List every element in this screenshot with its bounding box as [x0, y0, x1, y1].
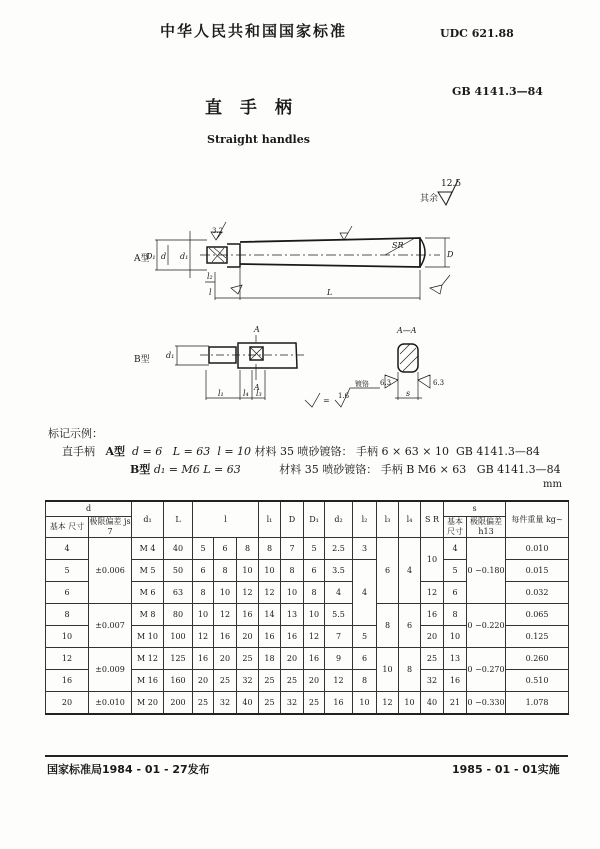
table-cell: 14: [259, 604, 281, 626]
example-designation: 手柄 6 × 63 × 10: [356, 445, 449, 458]
example-material: 材料 35 喷砂镀铬：: [254, 445, 353, 458]
example-L: L = 63: [172, 445, 211, 458]
table-cell: 32: [237, 670, 259, 692]
table-cell: 8: [214, 560, 237, 582]
table-cell: 20: [214, 648, 237, 670]
table-row: [46, 692, 569, 715]
dim-D1: D₁: [146, 252, 156, 261]
table-cell: 10: [377, 648, 399, 692]
table-cell: 25: [237, 648, 259, 670]
technical-drawing: [0, 0, 600, 420]
table-cell: 16: [304, 648, 325, 670]
table-cell: 32: [214, 692, 237, 715]
table-cell: 10: [259, 560, 281, 582]
dim-D: D: [447, 250, 454, 259]
table-cell: ±0.007: [89, 604, 132, 648]
table-cell: 8: [237, 538, 259, 560]
table-cell: d: [46, 501, 132, 517]
table-cell: 10: [444, 626, 467, 648]
roughness-1-6: 1.6: [338, 392, 350, 400]
example-row-b: [130, 461, 561, 479]
table-cell: 10: [281, 582, 304, 604]
table-cell: 13: [444, 648, 467, 670]
table-cell: 0.260: [506, 648, 569, 670]
table-cell: 25: [304, 692, 325, 715]
title-english: Straight handles: [207, 133, 310, 146]
type-b-label: B型: [134, 355, 150, 365]
dim-l: l: [209, 288, 212, 297]
table-cell: M 5: [132, 560, 164, 582]
roughness-6-3-right: 6.3: [433, 379, 445, 387]
table-cell: M 8: [132, 604, 164, 626]
rest-roughness-value: 12.5: [441, 179, 462, 189]
table-cell: M 4: [132, 538, 164, 560]
footer-divider: [45, 755, 568, 757]
table-cell: l₁: [259, 501, 281, 538]
roughness-6-3-left: 6.3: [380, 379, 392, 387]
table-cell: 13: [281, 604, 304, 626]
table-cell: 0.125: [506, 626, 569, 648]
table-cell: 16: [281, 626, 304, 648]
table-cell: 9: [325, 648, 353, 670]
section-mark-top: A: [254, 325, 260, 334]
table-cell: 25: [281, 670, 304, 692]
example-standard: GB 4141.3—84: [455, 445, 540, 458]
table-cell: 20: [193, 670, 214, 692]
table-cell: 5: [193, 538, 214, 560]
table-cell: 16: [214, 626, 237, 648]
table-cell: 20: [237, 626, 259, 648]
table-cell: 50: [164, 560, 193, 582]
dim-SR: SR: [392, 241, 404, 250]
gb-number: GB 4141.3—84: [452, 85, 543, 98]
example-type: A型: [105, 445, 126, 458]
roughness-3-2: 3.2: [212, 227, 224, 235]
type-a-label: A型: [134, 254, 150, 264]
table-cell: 4: [353, 560, 377, 626]
table-cell: 10: [421, 538, 444, 582]
table-cell: 18: [259, 648, 281, 670]
table-cell: 0 −0.330: [467, 692, 506, 715]
example-material: 材料 35 喷砂镀铬：: [279, 463, 378, 476]
example-l: l = 10: [217, 445, 252, 458]
table-cell: 4: [399, 538, 421, 604]
table-cell: M 16: [132, 670, 164, 692]
table-cell: 16: [259, 626, 281, 648]
type-b-handle: [200, 343, 305, 368]
table-cell: ±0.009: [89, 648, 132, 692]
table-cell: 21: [444, 692, 467, 715]
table-cell: 基本 尺寸: [46, 517, 89, 538]
table-cell: 40: [237, 692, 259, 715]
table-cell: 12: [237, 582, 259, 604]
table-cell: 16: [444, 670, 467, 692]
table-cell: l: [193, 501, 259, 538]
example-d: d = 6: [132, 445, 163, 458]
table-cell: 125: [164, 648, 193, 670]
table-cell: 7: [325, 626, 353, 648]
table-cell: l₄: [399, 501, 421, 538]
table-cell: 12: [214, 604, 237, 626]
table-cell: 8: [46, 604, 89, 626]
table-cell: 12: [259, 582, 281, 604]
table-cell: L: [164, 501, 193, 538]
header-row: [46, 501, 569, 517]
table-cell: 12: [304, 626, 325, 648]
table-cell: 6: [214, 538, 237, 560]
table-cell: d₂: [325, 501, 353, 538]
table-cell: 12: [325, 670, 353, 692]
table-cell: 6: [353, 648, 377, 670]
table-cell: 25: [259, 670, 281, 692]
table-cell: l₃: [377, 501, 399, 538]
table-cell: 10: [193, 604, 214, 626]
equals-sign: =: [323, 396, 330, 405]
table-cell: 8: [377, 604, 399, 648]
table-cell: 100: [164, 626, 193, 648]
table-cell: 40: [164, 538, 193, 560]
table-cell: D₁: [304, 501, 325, 538]
dim-l2: l₂: [207, 272, 213, 281]
dim-l1: l₁: [218, 389, 224, 398]
table-cell: 6: [444, 582, 467, 604]
example-row-a: [62, 443, 540, 461]
table-cell: 10: [353, 692, 377, 715]
table-cell: 20: [281, 648, 304, 670]
table-cell: M 6: [132, 582, 164, 604]
table-cell: 5.5: [325, 604, 353, 626]
table-cell: 5: [444, 560, 467, 582]
table-cell: 8: [193, 582, 214, 604]
table-cell: ±0.010: [89, 692, 132, 715]
table-cell: 12: [193, 626, 214, 648]
table-cell: 5: [304, 538, 325, 560]
table-cell: 6: [46, 582, 89, 604]
type-b-dimensions: [175, 335, 430, 407]
table-cell: 2.5: [325, 538, 353, 560]
table-cell: 20: [421, 626, 444, 648]
table-cell: M 10: [132, 626, 164, 648]
table-cell: 8: [353, 670, 377, 692]
table-cell: 16: [46, 670, 89, 692]
udc-number: UDC 621.88: [440, 27, 514, 40]
dim-l4: l₄: [243, 389, 249, 398]
title-chinese: 直 手 柄: [205, 98, 298, 118]
rest-roughness-label: 其余: [420, 194, 439, 204]
dimension-table: [45, 500, 569, 715]
table-cell: 4: [444, 538, 467, 560]
table-cell: 12: [421, 582, 444, 604]
type-a-handle: [200, 238, 440, 267]
dim-s: s: [406, 389, 411, 398]
table-cell: 10: [399, 692, 421, 715]
plating-label: 镀铬: [355, 380, 369, 388]
table-cell: 80: [164, 604, 193, 626]
table-cell: 25: [421, 648, 444, 670]
table-cell: 0.032: [506, 582, 569, 604]
effective-date: 1985 - 01 - 01实施: [452, 763, 560, 776]
table-cell: 0 −0.220: [467, 604, 506, 648]
table-cell: l₂: [353, 501, 377, 538]
table-cell: 0.065: [506, 604, 569, 626]
example-designation: 手柄 B M6 × 63: [380, 463, 467, 476]
issue-date: 国家标准局1984 - 01 - 27发布: [47, 763, 210, 776]
section-mark-bottom: A: [254, 383, 260, 392]
table-cell: M 12: [132, 648, 164, 670]
table-cell: 0.010: [506, 538, 569, 560]
table-cell: 6: [304, 560, 325, 582]
table-cell: 4: [46, 538, 89, 560]
table-cell: 25: [193, 692, 214, 715]
table-cell: 极限偏差 js 7: [89, 517, 131, 536]
table-cell: 3.5: [325, 560, 353, 582]
table-cell: 8: [281, 560, 304, 582]
table-cell: 10: [304, 604, 325, 626]
example-type: B型: [130, 463, 151, 476]
table-cell: 10: [214, 582, 237, 604]
table-row: [46, 604, 569, 626]
type-a-dimensions: [155, 222, 450, 300]
table-cell: 20: [304, 670, 325, 692]
table-cell: 8: [259, 538, 281, 560]
table-cell: 0 −0.180: [467, 538, 506, 604]
table-cell: M 20: [132, 692, 164, 715]
table-cell: 8: [444, 604, 467, 626]
national-standard-heading: 中华人民共和国国家标准: [160, 22, 348, 40]
table-cell: ±0.006: [89, 538, 132, 604]
table-cell: 160: [164, 670, 193, 692]
table-cell: d₁: [132, 501, 164, 538]
table-cell: 10: [237, 560, 259, 582]
table-cell: 0 −0.270: [467, 648, 506, 692]
example-product: 直手柄: [62, 445, 95, 458]
table-cell: 3: [353, 538, 377, 560]
table-cell: 12: [377, 692, 399, 715]
table-cell: 8: [399, 648, 421, 692]
dim-l3: l₃: [256, 389, 262, 398]
dim-L: L: [327, 288, 333, 297]
table-cell: 1.078: [506, 692, 569, 715]
table-cell: 5: [46, 560, 89, 582]
table-cell: 16: [421, 604, 444, 626]
table-cell: 12: [46, 648, 89, 670]
table-cell: 基本 尺寸: [444, 517, 467, 538]
table-cell: 每件重量 kg~: [506, 501, 569, 538]
dim-d: d: [161, 252, 167, 261]
table-cell: 16: [193, 648, 214, 670]
table-cell: 25: [214, 670, 237, 692]
table-cell: 16: [237, 604, 259, 626]
table-cell: 4: [325, 582, 353, 604]
dim-b-d1: d₁: [166, 351, 175, 360]
table-cell: s: [444, 501, 506, 517]
table-row: [46, 648, 569, 670]
table-cell: 200: [164, 692, 193, 715]
table-cell: 25: [259, 692, 281, 715]
table-cell: S R: [421, 501, 444, 538]
section-title: A—A: [397, 326, 417, 335]
table-cell: 0.510: [506, 670, 569, 692]
example-d1: d₁ = M6: [153, 463, 200, 476]
table-cell: 40: [421, 692, 444, 715]
unit-label: mm: [543, 479, 562, 490]
table-cell: 16: [325, 692, 353, 715]
table-cell: 6: [399, 604, 421, 648]
table-cell: 63: [164, 582, 193, 604]
example-L: L = 63: [203, 463, 241, 476]
table-cell: 0.015: [506, 560, 569, 582]
table-cell: D: [281, 501, 304, 538]
table-cell: 7: [281, 538, 304, 560]
dim-d1: d₁: [180, 252, 189, 261]
table-cell: 6: [377, 538, 399, 604]
example-standard: GB 4141.3—84: [476, 463, 561, 476]
table-cell: 极限偏差 h13: [467, 517, 506, 538]
table-cell: 6: [193, 560, 214, 582]
table-cell: 20: [46, 692, 89, 715]
table-row: [46, 538, 569, 560]
table-cell: 8: [304, 582, 325, 604]
table-cell: 5: [353, 626, 377, 648]
table-cell: 32: [281, 692, 304, 715]
table-cell: 32: [421, 670, 444, 692]
table-cell: 10: [46, 626, 89, 648]
example-heading: 标记示例：: [48, 427, 103, 440]
